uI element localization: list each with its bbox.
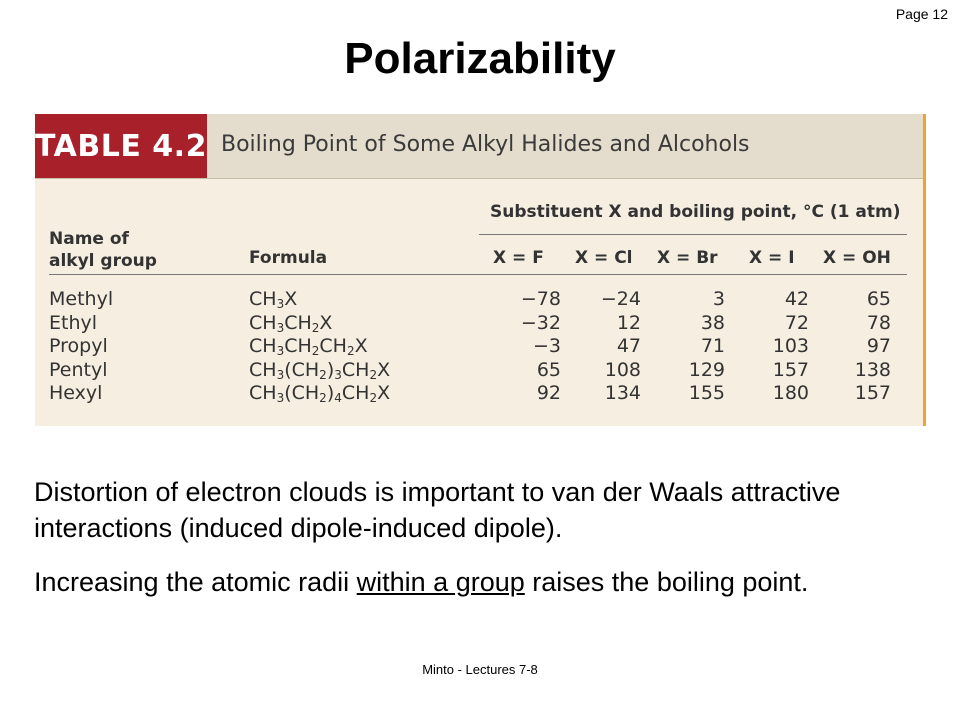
substituent-group-header: Substituent X and boiling point, °C (1 atm) xyxy=(490,202,901,222)
page-number: Page 12 xyxy=(895,6,948,22)
footer-text: Minto - Lectures 7-8 xyxy=(422,662,538,677)
column-header-rule xyxy=(49,274,907,275)
paragraph-atomic-radii xyxy=(34,564,934,600)
value-x-br: 155 xyxy=(688,382,725,404)
paragraph2-start: Increasing the atomic radii xyxy=(34,567,357,597)
row-name: Propyl xyxy=(49,335,108,357)
value-x-cl: 47 xyxy=(616,335,641,357)
value-x-f: −32 xyxy=(520,311,561,334)
column-header-x-oh: X = OH xyxy=(823,248,891,268)
value-x-br: 38 xyxy=(700,311,725,334)
row-formula: $CH_3(CH_2)_4CH_2X$ xyxy=(249,382,391,405)
column-header-x-cl: X = Cl xyxy=(575,248,633,268)
column-header-formula: Formula xyxy=(249,248,328,268)
table-label: TABLE 4.2 xyxy=(35,114,207,178)
value-x-oh: 78 xyxy=(866,311,891,334)
column-header-x-i: X = I xyxy=(749,248,795,268)
value-x-oh: 65 xyxy=(866,288,891,310)
row-formula: $CH_3(CH_2)_3CH_2X$ xyxy=(249,358,391,382)
value-x-br: 71 xyxy=(700,335,725,357)
value-x-i: 157 xyxy=(772,358,809,381)
value-x-i: 103 xyxy=(772,335,809,357)
column-header-name xyxy=(49,228,157,272)
paragraph-van-der-waals: Distortion of electron clouds is important to van der Waals attractive interactions (induced dipole-induced dipole). xyxy=(34,477,841,543)
value-x-i: 180 xyxy=(772,382,809,404)
column-header-x-f: X = F xyxy=(493,248,544,268)
table-header-bar xyxy=(35,114,923,179)
table-row xyxy=(35,335,923,359)
value-x-i: 72 xyxy=(784,311,809,334)
value-x-cl: 12 xyxy=(616,311,641,334)
underlined-phrase: within a group xyxy=(356,567,525,597)
row-name: Pentyl xyxy=(49,358,108,381)
column-header-name-line2: alkyl group xyxy=(49,251,157,271)
row-formula: $CH_3X$ xyxy=(249,288,298,311)
boiling-point-table xyxy=(35,114,926,426)
group-header-rule xyxy=(479,234,907,235)
value-x-oh: 157 xyxy=(854,382,891,404)
value-x-br: 129 xyxy=(688,358,725,381)
row-name: Ethyl xyxy=(49,311,98,334)
value-x-cl: −24 xyxy=(600,288,641,310)
column-header-name-line1: Name of xyxy=(49,229,129,249)
table-row xyxy=(35,382,923,406)
table-row xyxy=(35,312,923,336)
table-row xyxy=(35,288,923,312)
row-formula: $CH_3CH_2CH_2X$ xyxy=(249,335,368,358)
value-x-f: 92 xyxy=(536,382,561,404)
table-body xyxy=(35,288,923,406)
paragraph2-end: raises the boiling point. xyxy=(524,567,809,597)
row-name: Hexyl xyxy=(49,382,103,404)
value-x-f: 65 xyxy=(536,358,561,381)
table-row xyxy=(35,359,923,383)
value-x-br: 3 xyxy=(712,288,725,310)
value-x-oh: 138 xyxy=(854,358,891,381)
slide-title: Polarizability xyxy=(344,34,616,83)
value-x-oh: 97 xyxy=(866,335,891,357)
value-x-cl: 134 xyxy=(604,382,641,404)
table-caption: Boiling Point of Some Alkyl Halides and Alcohols xyxy=(221,132,750,157)
column-header-x-br: X = Br xyxy=(657,248,718,268)
value-x-cl: 108 xyxy=(604,358,641,381)
row-formula: $CH_3CH_2X$ xyxy=(249,311,333,335)
row-name: Methyl xyxy=(49,288,114,310)
value-x-f: −3 xyxy=(532,335,561,357)
value-x-i: 42 xyxy=(784,288,809,310)
value-x-f: −78 xyxy=(520,288,561,310)
